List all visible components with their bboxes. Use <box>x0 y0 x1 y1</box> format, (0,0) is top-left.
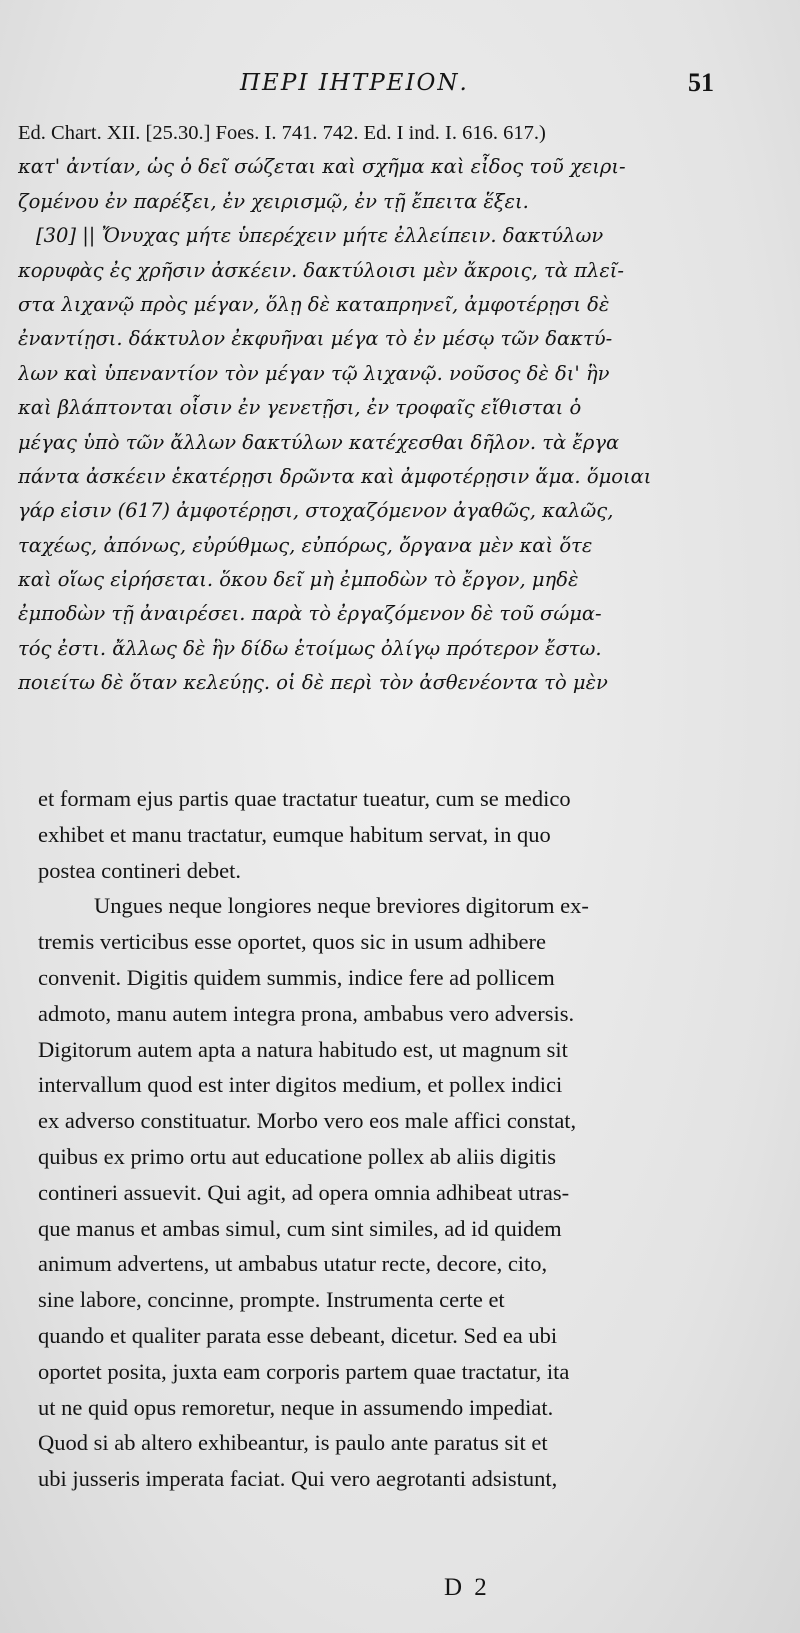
latin-text-line: postea contineri debet. <box>38 857 242 883</box>
greek-text-line: [30] || Ὄνυχας μήτε ὑπερέχειν μήτε ἐλλείπειν. δακτύλων <box>36 224 604 248</box>
greek-text-line: καὶ βλάπτονται οἷσιν ἐν γενετῇσι, ἐν τροφαῖς εἴθισται ὁ <box>18 396 582 420</box>
latin-text-line: animum advertens, ut ambabus utatur recte, decore, cito, <box>38 1251 548 1277</box>
greek-text-line: τός ἐστι. ἄλλως δὲ ἣν δίδω ἑτοίμως ὀλίγῳ πρότερον ἔστω. <box>18 636 602 660</box>
latin-text-line: que manus et ambas simul, cum sint similes, ad id quidem <box>38 1215 562 1241</box>
latin-text-line: admoto, manu autem integra prona, ambabus vero adversis. <box>38 1000 575 1026</box>
greek-text-line: πάντα ἀσκέειν ἑκατέρῃσι δρῶντα καὶ ἀμφοτέρῃσιν ἅμα. ὅμοιαι <box>18 464 652 488</box>
greek-text-line: γάρ εἰσιν (617) ἀμφοτέρῃσι, στοχαζόμενον ἀγαθῶς, καλῶς, <box>18 499 614 523</box>
latin-text-line: Quod si ab altero exhibeantur, is paulo ante paratus sit et <box>38 1430 548 1456</box>
latin-text-line: contineri assuevit. Qui agit, ad opera omnia adhibeat utras- <box>38 1179 570 1205</box>
greek-text-line: ταχέως, ἀπόνως, εὐρύθμως, εὐπόρως, ὄργανα μὲν καὶ ὅτε <box>18 533 593 557</box>
latin-text-line: ex adverso constituatur. Morbo vero eos male affici constat, <box>38 1108 577 1134</box>
latin-text-line: quibus ex primo ortu aut educatione pollex ab aliis digitis <box>38 1143 557 1169</box>
latin-text-line: ut ne quid opus remoretur, neque in assumendo impediat. <box>38 1394 554 1420</box>
latin-text-line: Digitorum autem apta a natura habitudo est, ut magnum sit <box>38 1036 568 1062</box>
page-header <box>0 66 800 106</box>
latin-text-block <box>38 781 790 1497</box>
latin-text-line: intervallum quod est inter digitos medium, et pollex indici <box>38 1072 563 1098</box>
printer-signature-mark: D 2 <box>444 1574 490 1601</box>
latin-text-line: convenit. Digitis quidem summis, indice fere ad pollicem <box>38 964 555 990</box>
greek-text-line: κορυφὰς ἐς χρῆσιν ἀσκέειν. δακτύλοισι μὲν ἄκροις, τὰ πλεῖ- <box>18 258 625 282</box>
latin-text-line: et formam ejus partis quae tractatur tueatur, cum se medico <box>38 786 571 811</box>
greek-text-line: καὶ οἵως εἰρήσεται. ὅκου δεῖ μὴ ἐμποδὼν τὸ ἔργον, μηδὲ <box>18 568 579 592</box>
greek-text-block <box>18 116 788 701</box>
latin-text-line: ubi jusseris imperata faciat. Qui vero aegrotanti adsistunt, <box>38 1466 558 1492</box>
latin-text-line: Ungues neque longiores neque breviores digitorum ex- <box>94 893 589 919</box>
latin-text-line: quando et qualiter parata esse debeant, dicetur. Sed ea ubi <box>38 1322 558 1348</box>
greek-text-line: ἐναντίῃσι. δάκτυλον ἐκφυῆναι μέγα τὸ ἐν μέσῳ τῶν δακτύ- <box>18 327 613 351</box>
greek-text-line: ποιείτω δὲ ὅταν κελεύῃς. οἱ δὲ περὶ τὸν ἀσθενέοντα τὸ μὲν <box>18 671 608 695</box>
latin-text-line: exhibet et manu tractatur, eumque habitum servat, in quo <box>38 821 551 847</box>
greek-text-line: ζομένου ἐν παρέξει, ἐν χειρισμῷ, ἐν τῇ ἔπειτα ἕξει. <box>18 189 529 213</box>
page-number: 51 <box>688 68 714 97</box>
latin-text-line: tremis verticibus esse oportet, quos sic in usum adhibere <box>38 929 547 955</box>
greek-text-line: κατ' ἀντίαν, ὡς ὁ δεῖ σώζεται καὶ σχῆμα καὶ εἶδος τοῦ χειρι- <box>18 155 626 179</box>
latin-text-line: oportet posita, juxta eam corporis partem quae tractatur, ita <box>38 1358 570 1384</box>
greek-text-line: λων καὶ ὑπεναντίον τὸν μέγαν τῷ λιχανῷ. νοῦσος δὲ δι' ἣν <box>18 361 610 385</box>
greek-text-line: ἐμποδὼν τῇ ἀναιρέσει. παρὰ τὸ ἐργαζόμενον δὲ τοῦ σώμα- <box>18 602 602 626</box>
edition-references: Ed. Chart. XII. [25.30.] Foes. I. 741. 742. Ed. I ind. I. 616. 617.) <box>18 122 546 144</box>
greek-text-line: μέγας ὑπὸ τῶν ἄλλων δακτύλων κατέχεσθαι δῆλον. τὰ ἔργα <box>18 430 620 454</box>
greek-text-line: στα λιχανῷ πρὸς μέγαν, ὅλῃ δὲ καταπρηνεῖ, ἀμφοτέρῃσι δὲ <box>18 292 610 316</box>
running-title: ΠΕΡΙ ΙΗΤΡΕΙΟΝ. <box>240 70 469 96</box>
latin-text-line: sine labore, concinne, prompte. Instrumenta certe et <box>38 1287 505 1313</box>
